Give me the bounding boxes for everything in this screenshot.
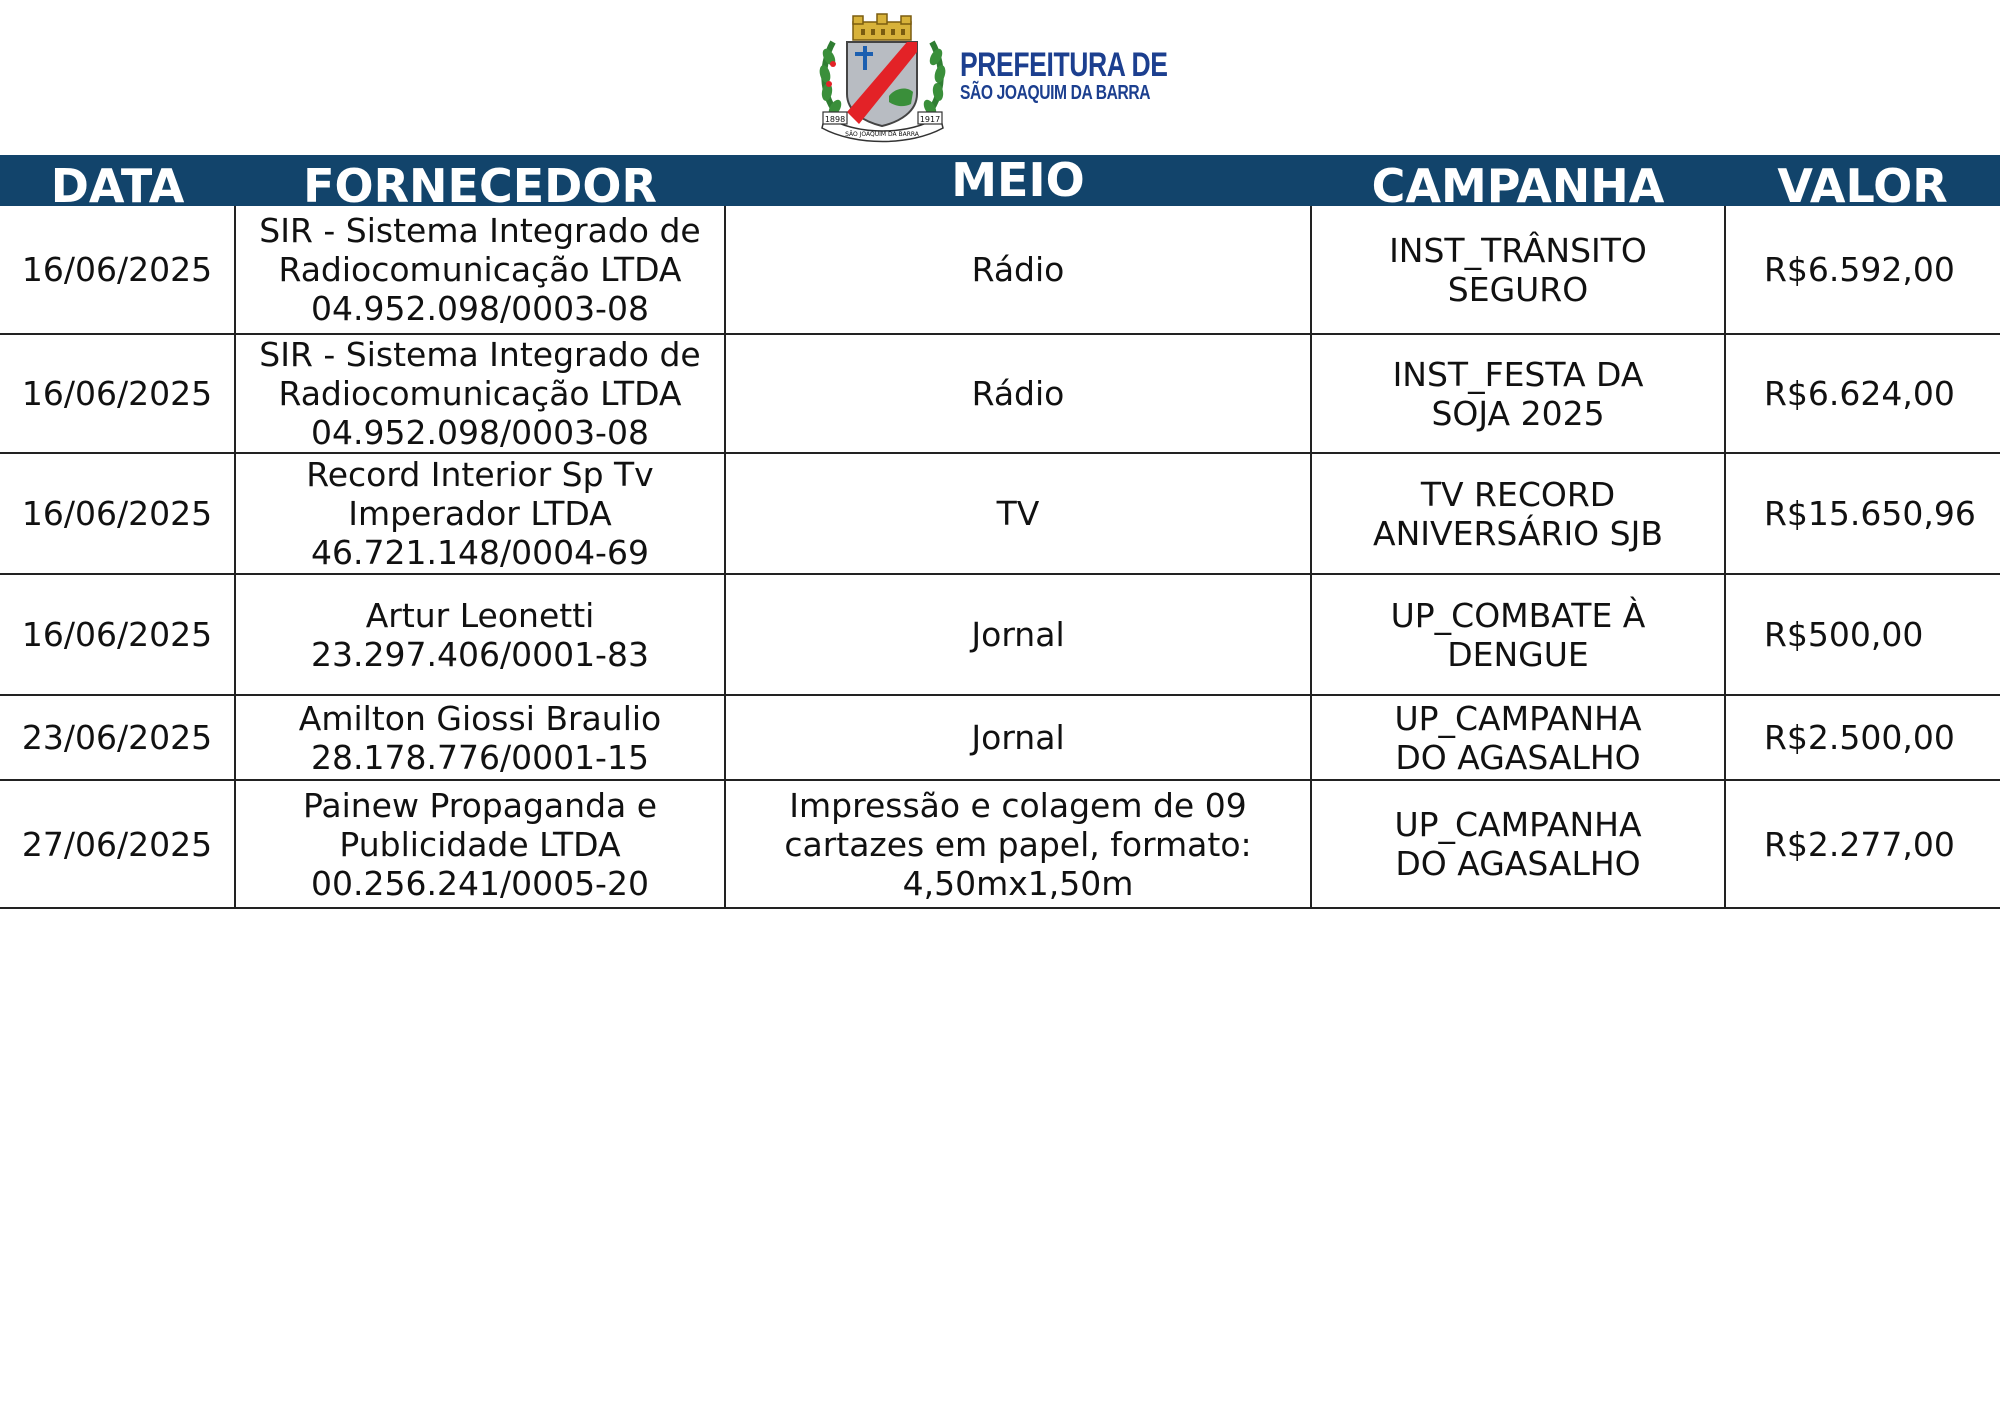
cell-data: 16/06/2025: [0, 334, 235, 453]
cell-valor: R$6.624,00: [1725, 334, 2000, 453]
cell-fornecedor: SIR - Sistema Integrado de Radiocomunicação LTDA 04.952.098/0003-08: [235, 206, 725, 334]
column-header-meio: MEIO: [725, 155, 1311, 206]
table-header-row: [0, 155, 2000, 206]
cell-valor: R$500,00: [1725, 574, 2000, 695]
crest-ribbon-text: SÃO JOAQUIM DA BARRA: [845, 131, 919, 138]
cell-data: 16/06/2025: [0, 206, 235, 334]
cell-campanha: TV RECORD ANIVERSÁRIO SJB: [1311, 453, 1725, 574]
cell-meio: Rádio: [725, 206, 1311, 334]
cell-campanha: INST_TRÂNSITO SEGURO: [1311, 206, 1725, 334]
cell-fornecedor: Artur Leonetti 23.297.406/0001-83: [235, 574, 725, 695]
column-header-valor: VALOR: [1725, 155, 2000, 206]
cell-meio: Rádio: [725, 334, 1311, 453]
cell-fornecedor: Record Interior Sp Tv Imperador LTDA 46.721.148/0004-69: [235, 453, 725, 574]
column-header-campanha: CAMPANHA: [1311, 155, 1725, 206]
expense-table: [0, 155, 2000, 909]
table-row: [0, 334, 2000, 453]
cell-fornecedor: Painew Propaganda e Publicidade LTDA 00.256.241/0005-20: [235, 780, 725, 908]
cell-campanha: UP_CAMPANHA DO AGASALHO: [1311, 780, 1725, 908]
table-row: [0, 206, 2000, 334]
cell-data: 16/06/2025: [0, 574, 235, 695]
cell-valor: R$2.500,00: [1725, 695, 2000, 780]
column-header-data: DATA: [0, 155, 235, 206]
cell-meio: TV: [725, 453, 1311, 574]
brand-line-1: PREFEITURA DE: [960, 46, 1168, 84]
cell-valor: R$6.592,00: [1725, 206, 2000, 334]
crest-year-left: 1898: [824, 115, 846, 124]
cell-valor: R$15.650,96: [1725, 453, 2000, 574]
prefeitura-logo: [815, 12, 1175, 144]
cell-campanha: UP_COMBATE À DENGUE: [1311, 574, 1725, 695]
cell-fornecedor: SIR - Sistema Integrado de Radiocomunicação LTDA 04.952.098/0003-08: [235, 334, 725, 453]
municipal-coat-of-arms-icon: [815, 12, 950, 144]
cell-meio: Impressão e colagem de 09 cartazes em papel, formato: 4,50mx1,50m: [725, 780, 1311, 908]
table-row: [0, 453, 2000, 574]
column-header-fornecedor: FORNECEDOR: [235, 155, 725, 206]
cell-campanha: INST_FESTA DA SOJA 2025: [1311, 334, 1725, 453]
cell-data: 23/06/2025: [0, 695, 235, 780]
cell-fornecedor: Amilton Giossi Braulio 28.178.776/0001-15: [235, 695, 725, 780]
table-row: [0, 780, 2000, 908]
cell-campanha: UP_CAMPANHA DO AGASALHO: [1311, 695, 1725, 780]
crest-year-right: 1917: [919, 115, 941, 124]
cell-meio: Jornal: [725, 695, 1311, 780]
brand-name: [960, 48, 1168, 104]
cell-valor: R$2.277,00: [1725, 780, 2000, 908]
table-row: [0, 695, 2000, 780]
cell-data: 27/06/2025: [0, 780, 235, 908]
cell-data: 16/06/2025: [0, 453, 235, 574]
cell-meio: Jornal: [725, 574, 1311, 695]
table-row: [0, 574, 2000, 695]
brand-line-2: SÃO JOAQUIM DA BARRA: [960, 82, 1151, 104]
